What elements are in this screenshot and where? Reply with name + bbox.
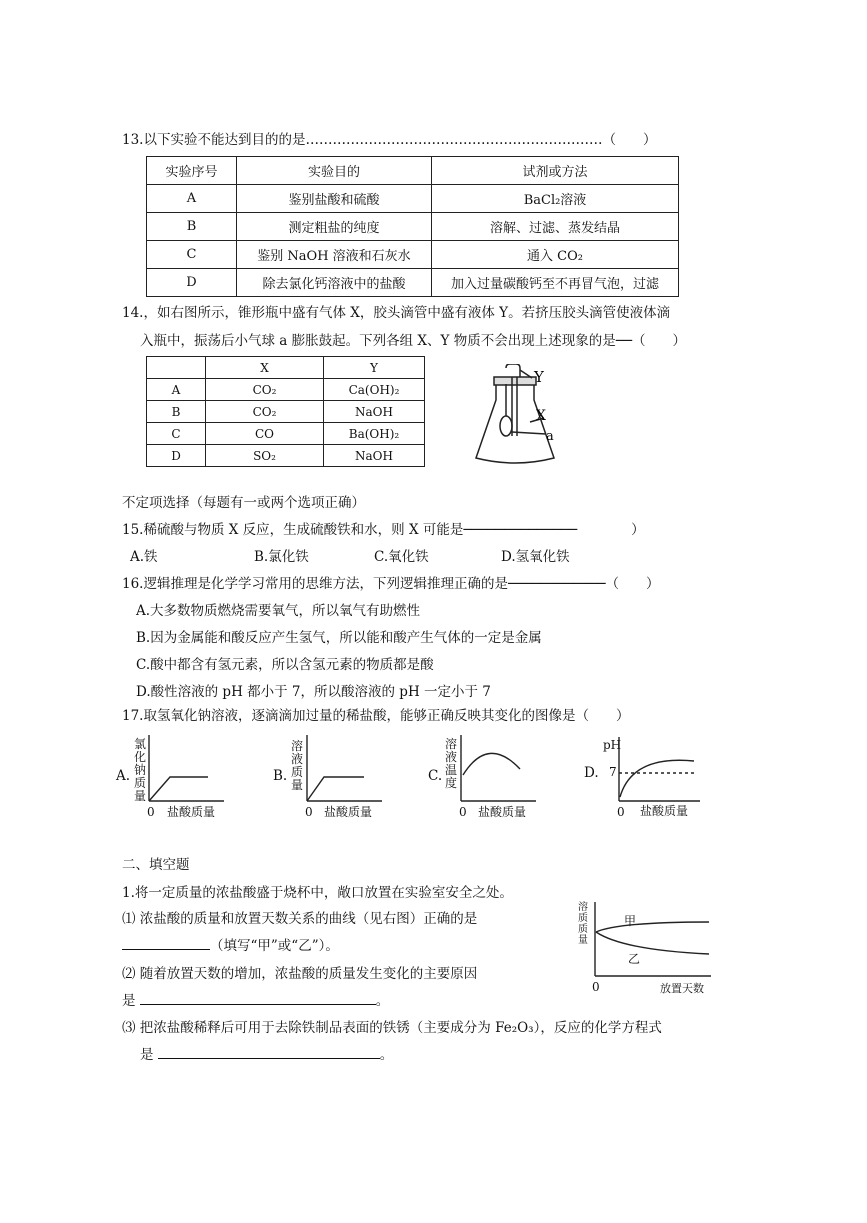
graph-b	[304, 733, 384, 805]
table-header: 实验序号	[147, 157, 237, 185]
table-row	[147, 241, 679, 269]
q14-table	[146, 356, 425, 467]
q15-option-c: C.氧化铁	[374, 549, 429, 565]
fill-graph-ylabel: 溶质质量	[578, 902, 588, 946]
table-row	[147, 423, 425, 445]
table-cell: B	[147, 401, 206, 423]
table-cell: 通入 CO₂	[432, 241, 679, 269]
q15-option-a: A.铁	[130, 549, 158, 565]
graph-a-option: A.	[116, 768, 131, 784]
table-cell: 鉴别 NaOH 溶液和石灰水	[237, 241, 432, 269]
fill1-stem: 1.将一定质量的浓盐酸盛于烧杯中，敞口放置在实验室安全之处。	[122, 885, 513, 901]
balloon-a	[500, 416, 512, 436]
q16-option-c: C.酸中都含有氢元素，所以含氢元素的物质都是酸	[136, 657, 434, 673]
answer-blank[interactable]	[122, 935, 210, 950]
fill1-p1-text: ⑴ 浓盐酸的质量和放置天数关系的曲线（见右图）正确的是	[122, 911, 478, 927]
table-cell: 溶解、过滤、蒸发结晶	[432, 213, 679, 241]
q16-option-b: B.因为金属能和酸反应产生氢气，所以能和酸产生气体的一定是金属	[136, 630, 542, 646]
curve	[149, 777, 208, 801]
graph-d-xlabel: 盐酸质量	[640, 804, 689, 818]
curve	[307, 777, 364, 801]
graph-d-origin: 0	[617, 805, 625, 819]
fill1-p1-suffix: （填写“甲”或“乙”）。	[210, 938, 339, 954]
graph-a-ylabel: 氯化钠质量	[134, 737, 147, 803]
table-row	[147, 379, 425, 401]
section-title-multi: 不定项选择（每题有一或两个选项正确）	[122, 495, 365, 511]
curve	[463, 753, 520, 775]
dropper-bulb	[506, 364, 520, 377]
graph-c-origin: 0	[459, 805, 467, 819]
graph-d-option: D.	[584, 765, 599, 781]
fill1-p3-prefix: 是	[140, 1047, 154, 1063]
answer-blank[interactable]	[140, 990, 376, 1005]
table-header-row	[147, 357, 425, 379]
curve-label-jia: 甲	[624, 914, 637, 928]
table-cell: C	[147, 423, 206, 445]
fill-graph-origin: 0	[592, 980, 600, 994]
stopper	[494, 377, 536, 385]
q15-option-b: B.氯化铁	[254, 549, 309, 565]
fill1-p2-prefix: 是	[122, 993, 136, 1009]
q16-option-a: A.大多数物质燃烧需要氧气，所以氧气有助燃性	[136, 603, 421, 619]
graph-a	[146, 733, 226, 805]
label-x: X	[536, 408, 546, 424]
graph-a-xlabel: 盐酸质量	[167, 805, 216, 819]
q13-table	[146, 156, 679, 297]
q16-stem: 16.逻辑推理是化学学习常用的思维方法，下列逻辑推理正确的是────────────（ ）	[122, 576, 660, 592]
table-header-row	[147, 157, 679, 185]
table-header	[147, 357, 206, 379]
curve-jia	[596, 922, 709, 932]
table-header: 实验目的	[237, 157, 432, 185]
table-header: X	[206, 357, 324, 379]
flask-figure	[470, 364, 560, 470]
q15-stem: 15.稀硫酸与物质 X 反应，生成硫酸铁和水，则 X 可能是────────────── ）	[122, 522, 645, 538]
table-cell: Ca(OH)₂	[324, 379, 425, 401]
table-cell: 加入过量碳酸钙至不再冒气泡，过滤	[432, 269, 679, 297]
graph-b-xlabel: 盐酸质量	[324, 805, 373, 819]
graph-a-origin: 0	[147, 805, 155, 819]
graph-c-xlabel: 盐酸质量	[478, 805, 527, 819]
q13-stem: 13.以下实验不能达到目的的是…………………………………………………………（ ）	[122, 132, 657, 148]
fill1-p3-text: ⑶ 把浓盐酸稀释后可用于去除铁制品表面的铁锈（主要成分为 Fe₂O₃），反应的化学方程式	[122, 1020, 662, 1036]
graph-b-origin: 0	[305, 805, 313, 819]
fill1-p2-end: 。	[375, 993, 390, 1009]
table-row	[147, 269, 679, 297]
section-title-fill: 二、填空题	[122, 857, 190, 873]
answer-blank[interactable]	[158, 1044, 380, 1059]
table-cell: C	[147, 241, 237, 269]
table-cell: 除去氯化钙溶液中的盐酸	[237, 269, 432, 297]
graph-d-ylabel: pH	[603, 738, 622, 752]
table-cell: 测定粗盐的纯度	[237, 213, 432, 241]
graph-c-ylabel: 溶液温度	[445, 737, 458, 790]
curve-yi	[596, 932, 709, 954]
table-cell: A	[147, 379, 206, 401]
table-cell: NaOH	[324, 445, 425, 467]
table-header: Y	[324, 357, 425, 379]
graph-b-ylabel: 溶液质量	[291, 739, 304, 792]
table-cell: D	[147, 269, 237, 297]
label-a: a	[546, 429, 554, 444]
label-y: Y	[534, 368, 544, 386]
table-cell: D	[147, 445, 206, 467]
graph-b-option: B.	[273, 768, 288, 784]
table-cell: NaOH	[324, 401, 425, 423]
table-cell: Ba(OH)₂	[324, 423, 425, 445]
table-row	[147, 185, 679, 213]
graph-d-tick: 7	[609, 765, 617, 779]
table-cell: BaCl₂溶液	[432, 185, 679, 213]
fill1-p1-line	[122, 934, 339, 954]
table-cell: CO	[206, 423, 324, 445]
fill-graph	[591, 900, 713, 980]
graph-c-option: C.	[428, 768, 443, 784]
curve	[620, 760, 694, 797]
table-cell: B	[147, 213, 237, 241]
curve-label-yi: 乙	[628, 952, 641, 966]
table-cell: 鉴别盐酸和硫酸	[237, 185, 432, 213]
graph-d	[616, 735, 702, 807]
fill-graph-xlabel: 放置天数	[660, 982, 704, 995]
table-cell: SO₂	[206, 445, 324, 467]
fill1-p3-end: 。	[379, 1047, 394, 1063]
q16-option-d: D.酸性溶液的 pH 都小于 7，所以酸溶液的 pH 一定小于 7	[136, 684, 491, 700]
table-row	[147, 213, 679, 241]
table-header: 试剂或方法	[432, 157, 679, 185]
graph-c	[458, 733, 538, 805]
q15-option-d: D.氢氧化铁	[501, 549, 570, 565]
q14-stem-line2: 入瓶中，振荡后小气球 a 膨胀鼓起。下列各组 X、Y 物质不会出现上述现象的是──（ ）	[140, 333, 686, 349]
fill1-p3-line	[140, 1043, 393, 1063]
q14-stem-line1: 14.，如右图所示，锥形瓶中盛有气体 X，胶头滴管中盛有液体 Y。若挤压胶头滴管使液体滴	[122, 305, 671, 321]
table-cell: CO₂	[206, 379, 324, 401]
table-cell: CO₂	[206, 401, 324, 423]
fill1-p2-line	[122, 989, 389, 1009]
fill1-p2-text: ⑵ 随着放置天数的增加，浓盐酸的质量发生变化的主要原因	[122, 966, 478, 982]
table-row	[147, 445, 425, 467]
table-cell: A	[147, 185, 237, 213]
q17-stem: 17.取氢氧化钠溶液，逐滴滴加过量的稀盐酸，能够正确反映其变化的图像是（ ）	[122, 708, 630, 724]
table-row	[147, 401, 425, 423]
